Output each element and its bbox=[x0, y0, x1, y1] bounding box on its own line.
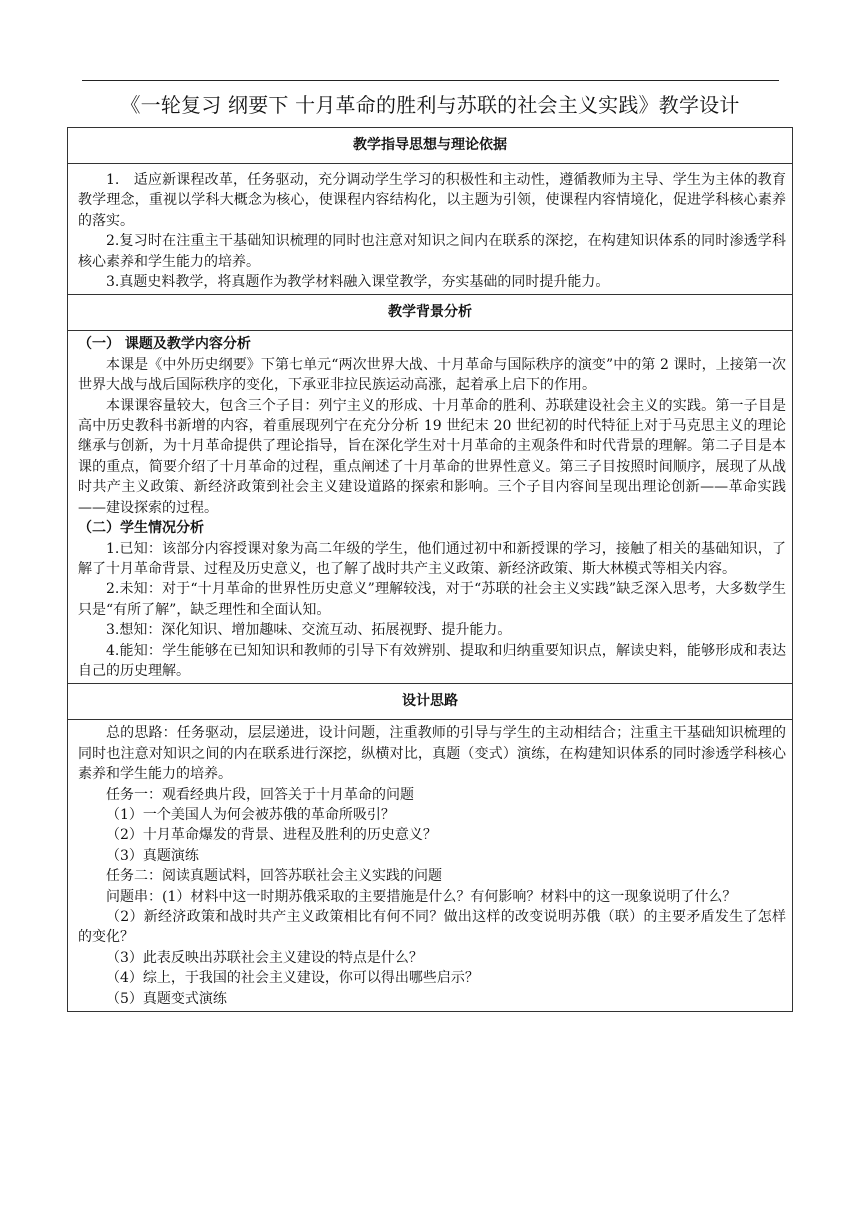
paragraph: 2.复习时在注重主干基础知识梳理的同时也注意对知识之间内在联系的深挖，在构建知识体系的同时渗透学科核心素养和学生能力的培养。 bbox=[78, 233, 786, 270]
paragraph: 4.能知：学生能够在已知知识和教师的引导下有效辨别、提取和归纳重要知识点，解读史料，能够形成和表达自己的历史理解。 bbox=[78, 642, 786, 679]
section-body-background bbox=[68, 331, 793, 684]
section-body-guiding-ideas bbox=[68, 164, 793, 295]
question-line: （2）十月革命爆发的背景、进程及胜利的历史意义？ bbox=[106, 827, 437, 844]
question-line: （4）综上，于我国的社会主义建设，你可以得出哪些启示？ bbox=[106, 970, 479, 987]
header-rule bbox=[82, 80, 779, 81]
paragraph: 本课是《中外历史纲要》下第七单元“两次世界大战、十月革命与国际秩序的演变”中的第 2 课时，上接第一次世界大战与战后国际秩序的变化，下承亚非拉民族运动高涨，起着承上启下的作用。 bbox=[78, 356, 786, 394]
question-line: （3）真题演练 bbox=[106, 847, 199, 864]
paragraph: 1.已知：该部分内容授课对象为高二年级的学生，他们通过初中和新授课的学习，接触了相关的基础知识，了解了十月革命背景、过程及历史意义，也了解了战时共产主义政策、新经济政策、斯大林模式等相关内容。 bbox=[78, 540, 786, 577]
paragraph: 1. 适应新课程改革，任务驱动，充分调动学生学习的积极性和主动性，遵循教师为主导、学生为主体的教育教学理念，重视以学科大概念为核心，使课程内容结构化，以主题为引领，使课程内容情境化，促进学科核心素养的落实。 bbox=[78, 172, 786, 229]
question-line: （1）一个美国人为何会被苏俄的革命所吸引？ bbox=[106, 806, 395, 823]
paragraph: 2.未知：对于“十月革命的世界性历史意义”理解较浅，对于“苏联的社会主义实践”缺乏深入思考，大多数学生只是“有所了解”，缺乏理性和全面认知。 bbox=[78, 581, 786, 618]
subheading-student-analysis: （二）学生情况分析 bbox=[78, 520, 204, 537]
section-header-background: 教学背景分析 bbox=[68, 295, 793, 331]
lesson-design-table bbox=[67, 127, 793, 1012]
section-body-design-ideas bbox=[68, 720, 793, 1012]
question-line: 问题串：(1）材料中这一时期苏俄采取的主要措施是什么？有何影响？材料中的这一现象说明了什么？ bbox=[106, 888, 737, 905]
section-header-design-ideas: 设计思路 bbox=[68, 684, 793, 720]
paragraph: 3.真题史料教学，将真题作为教学材料融入课堂教学，夯实基础的同时提升能力。 bbox=[106, 274, 610, 291]
section-header-guiding-ideas: 教学指导思想与理论依据 bbox=[68, 128, 793, 164]
task-line: 任务二：阅读真题试料，回答苏联社会主义实践的问题 bbox=[106, 868, 442, 885]
document-title: 《一轮复习 纲要下 十月革命的胜利与苏联的社会主义实践》教学设计 bbox=[120, 93, 740, 117]
question-line: （3）此表反映出苏联社会主义建设的特点是什么？ bbox=[106, 949, 423, 966]
subheading-content-analysis: （一） 课题及教学内容分析 bbox=[78, 336, 251, 353]
paragraph: 3.想知：深化知识、增加趣味、交流互动、拓展视野、提升能力。 bbox=[106, 622, 512, 639]
paragraph: 本课课容量较大，包含三个子目：列宁主义的形成、十月革命的胜利、苏联建设社会主义的实践。第一子目是高中历史教科书新增的内容，着重展现列宁在充分分析 19 世纪末 20 世纪初的时代特征上对于马克思主义的理论继承与创新，为十月革命提供了理论指导，旨在深化学生对十月革命的主观条件和时代背景的理解。第二子目是本课的重点，简要介绍了十月革命的过程，重点阐述了十月革命的世界性意义。第三子目按照时间顺序，展现了从战时共产主义政策、新经济政策到社会主义建设道路的探索和影响。三个子目内容间呈现出理论创新——革命实践——建设探索的过程。 bbox=[78, 397, 786, 516]
paragraph: 总的思路：任务驱动，层层递进，设计问题，注重教师的引导与学生的主动相结合；注重主干基础知识梳理的同时也注意对知识之间的内在联系进行深挖，纵横对比，真题（变式）演练，在构建知识体系的同时渗透学科核心素养和学生能力的培养。 bbox=[78, 725, 786, 783]
question-line: （2）新经济政策和战时共产主义政策相比有何不同？做出这样的改变说明苏俄（联）的主要矛盾发生了怎样的变化？ bbox=[78, 909, 786, 946]
task-line: 任务一：观看经典片段，回答关于十月革命的问题 bbox=[106, 786, 414, 803]
question-line: （5）真题变式演练 bbox=[106, 990, 227, 1007]
